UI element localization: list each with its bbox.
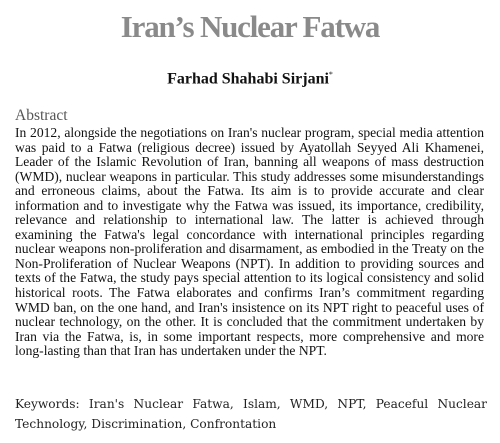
keywords-label: Keywords: (15, 397, 80, 411)
author-footnote-mark: * (328, 70, 333, 79)
paper-title: Iran’s Nuclear Fatwa (120, 9, 380, 44)
author-name: Farhad Shahabi Sirjani (167, 70, 329, 88)
abstract-heading: Abstract (15, 107, 68, 124)
keywords-paragraph (15, 395, 487, 434)
abstract-body: In 2012, alongside the negotiations on Iran's nuclear program, special media attention was paid to a Fatwa (religious decree) issued by Ayatollah Seyyed Ali Khamenei, Leader of the Islamic Revolution of Iran, banning all weapons of mass destruction (WMD), nuclear weapons in particular. This study addresses some misunderstandings and erroneous claims, about the Fatwa. Its aim is to provide accurate and clear information and to investigate why the Fatwa was issued, its importance, credibility, relevance and relationship to international law. The latter is achieved through examining the Fatwa's legal concordance with international principles regarding nuclear weapons non-proliferation and disarmament, as embodied in the Treaty on the Non-Proliferation of Nuclear Weapons (NPT). In addition to providing sources and texts of the Fatwa, the study pays special attention to its logical consistency and solid historical roots. The Fatwa elaborates and confirms Iran’s commitment regarding WMD ban, on the one hand, and Iran's insistence on its NPT right to peaceful uses of nuclear technology, on the other. It is concluded that the commitment undertaken by Iran via the Fatwa, is, in some important respects, more comprehensive and more long-lasting than that Iran has undertaken under the NPT. (15, 125, 484, 359)
keywords-list: Iran's Nuclear Fatwa, Islam, WMD, NPT, Peaceful Nuclear Technology, Discrimination, Confrontation (15, 397, 488, 431)
author-line (0, 65, 500, 89)
